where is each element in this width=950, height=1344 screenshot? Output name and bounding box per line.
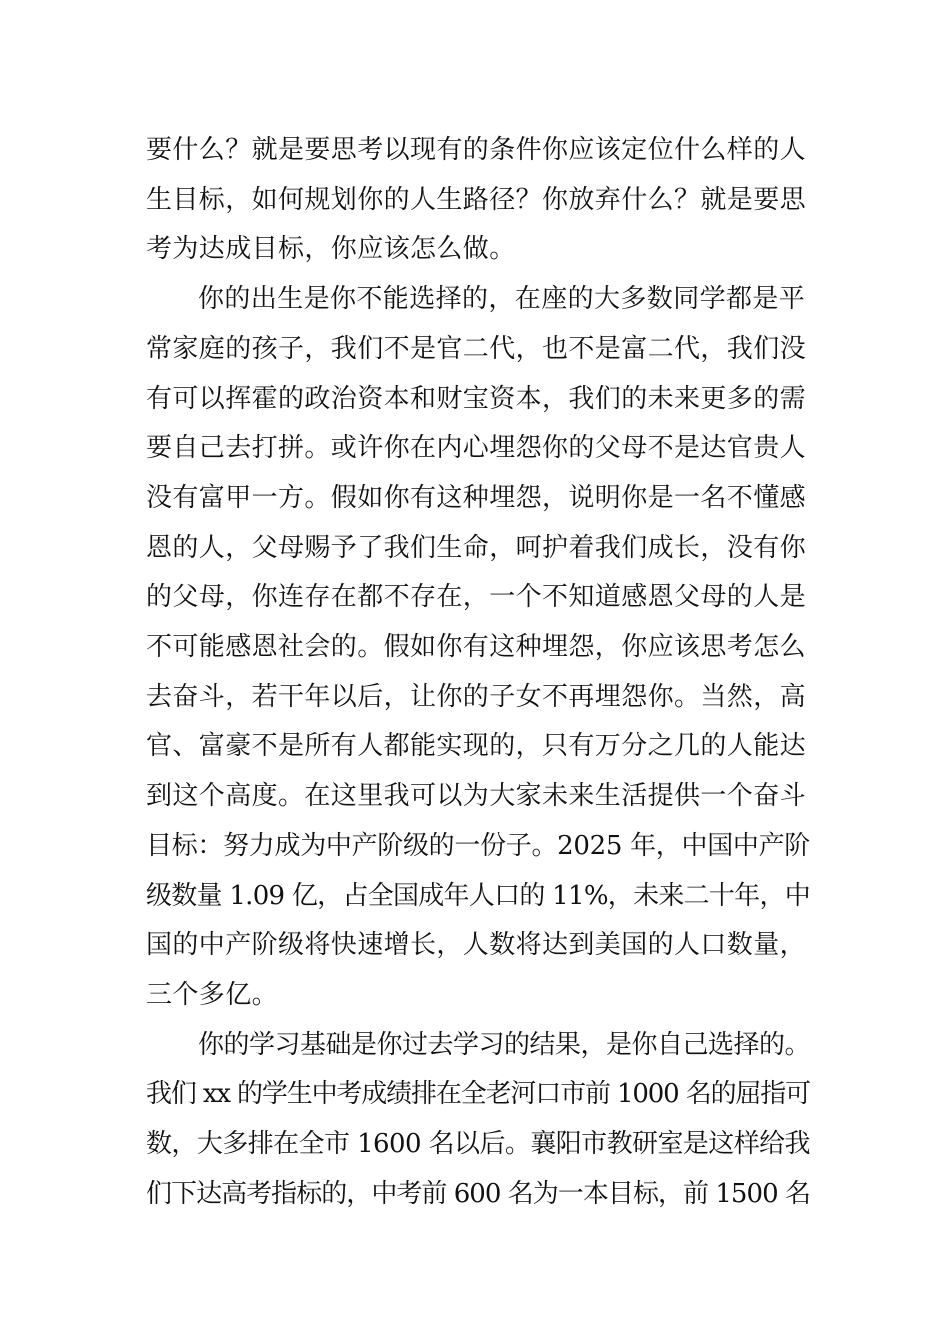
paragraph-line: 我们 xx 的学生中考成绩排在全老河口市前 1000 名的屈指可 <box>146 1079 810 1110</box>
paragraph-line: 数，大多排在全市 1600 名以后。襄阳市教研室是这样给我 <box>146 1129 810 1160</box>
paragraph-line: 们下达高考指标的，中考前 600 名为一本目标，前 1500 名 <box>146 1178 810 1209</box>
paragraph-line: 的父母，你连存在都不存在，一个不知道感恩父母的人是 <box>146 582 807 613</box>
paragraph-1 <box>146 126 810 275</box>
paragraph-line: 去奋斗，若干年以后，让你的子女不再埋怨你。当然，高 <box>146 681 807 712</box>
paragraph-line: 级数量 1.09 亿，占全国成年人口的 11%，未来二十年，中 <box>146 880 810 911</box>
document-page <box>146 126 810 1219</box>
paragraph-line: 官、富豪不是所有人都能实现的，只有万分之几的人能达 <box>146 731 807 762</box>
paragraph-line: 到这个高度。在这里我可以为大家未来生活提供一个奋斗 <box>146 781 807 812</box>
paragraph-line: 考为达成目标，你应该怎么做。 <box>146 234 516 265</box>
paragraph-line: 有可以挥霍的政治资本和财宝资本，我们的未来更多的需 <box>146 383 807 414</box>
paragraph-line: 生目标，如何规划你的人生路径？你放弃什么？就是要思 <box>146 184 807 215</box>
paragraph-line: 没有富甲一方。假如你有这种埋怨，说明你是一名不懂感 <box>146 482 807 513</box>
paragraph-line: 常家庭的孩子，我们不是官二代，也不是富二代，我们没 <box>146 333 807 364</box>
paragraph-line: 你的学习基础是你过去学习的结果，是你自己选择的。 <box>198 1029 810 1060</box>
paragraph-line: 三个多亿。 <box>146 979 279 1010</box>
paragraph-line: 要自己去打拼。或许你在内心埋怨你的父母不是达官贵人 <box>146 433 807 464</box>
paragraph-2 <box>146 275 810 1021</box>
paragraph-line: 目标：努力成为中产阶级的一份子。2025 年，中国中产阶 <box>146 830 810 861</box>
paragraph-line: 国的中产阶级将快速增长，人数将达到美国的人口数量， <box>146 930 807 961</box>
paragraph-line: 恩的人，父母赐予了我们生命，呵护着我们成长，没有你 <box>146 532 807 563</box>
paragraph-line: 要什么？就是要思考以现有的条件你应该定位什么样的人 <box>146 135 807 165</box>
paragraph-3 <box>146 1021 810 1220</box>
paragraph-line: 不可能感恩社会的。假如你有这种埋怨，你应该思考怎么 <box>146 632 807 663</box>
paragraph-line: 你的出生是你不能选择的，在座的大多数同学都是平 <box>198 284 806 315</box>
